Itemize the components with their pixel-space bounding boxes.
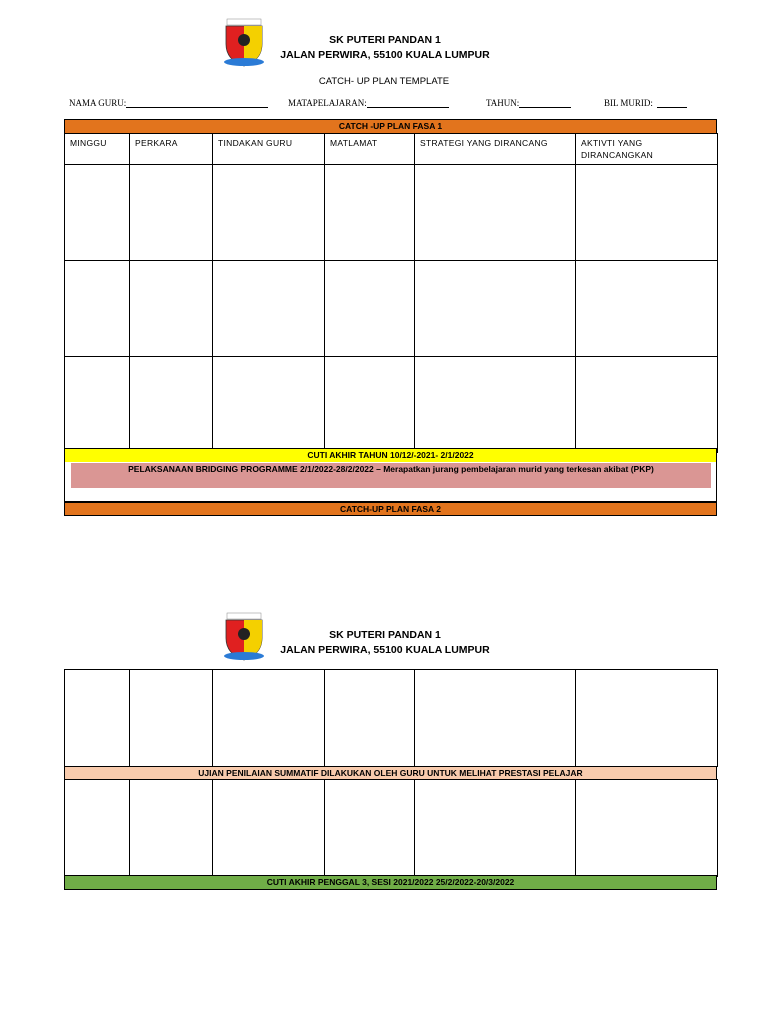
bridging-title: PELAKSANAAN BRIDGING PROGRAMME 2/1/2022-28/2/2022 <box>128 464 374 474</box>
school-address: JALAN PERWIRA, 55100 KUALA LUMPUR <box>280 49 490 61</box>
table-cell[interactable] <box>213 261 325 357</box>
fasa2-table-bottom <box>64 779 718 877</box>
table-cell[interactable] <box>130 670 213 767</box>
table-header-row <box>65 134 718 165</box>
table-cell[interactable] <box>325 165 415 261</box>
table-row <box>65 357 718 453</box>
table-cell[interactable] <box>130 357 213 453</box>
ujian-band: UJIAN PENILAIAN SUMMATIF DILAKUKAN OLEH GURU UNTUK MELIHAT PRESTASI PELAJAR <box>64 766 717 780</box>
bridging-box <box>64 462 717 502</box>
col-aktiviti: AKTIVTI YANG DIRANCANGKAN <box>576 134 718 165</box>
bridging-description: – Merapatkan jurang pembelajaran murid yang terkesan akibat (PKP) <box>373 464 654 474</box>
table-cell[interactable] <box>65 780 130 877</box>
col-strategi: STRATEGI YANG DIRANCANG <box>415 134 576 165</box>
bridging-band <box>71 463 711 488</box>
tahun-field[interactable] <box>486 98 571 108</box>
table-cell[interactable] <box>213 670 325 767</box>
table-cell[interactable] <box>576 165 718 261</box>
school-name: SK PUTERI PANDAN 1 <box>329 629 441 641</box>
table-cell[interactable] <box>65 670 130 767</box>
table-cell[interactable] <box>213 780 325 877</box>
col-minggu: MINGGU <box>65 134 130 165</box>
fasa2-table-top <box>64 669 718 767</box>
table-cell[interactable] <box>65 261 130 357</box>
table-cell[interactable] <box>130 165 213 261</box>
bil-murid-field[interactable] <box>604 98 687 108</box>
table-cell[interactable] <box>325 780 415 877</box>
table-cell[interactable] <box>325 357 415 453</box>
table-cell[interactable] <box>415 780 576 877</box>
col-matlamat: MATLAMAT <box>325 134 415 165</box>
table-cell[interactable] <box>415 165 576 261</box>
cuti-akhir-tahun-band: CUTI AKHIR TAHUN 10/12/-2021- 2/1/2022 <box>64 448 717 463</box>
table-cell[interactable] <box>415 261 576 357</box>
fasa1-table <box>64 133 718 453</box>
table-row <box>65 780 718 877</box>
table-cell[interactable] <box>576 261 718 357</box>
school-address: JALAN PERWIRA, 55100 KUALA LUMPUR <box>280 644 490 656</box>
table-cell[interactable] <box>65 165 130 261</box>
table-cell[interactable] <box>325 670 415 767</box>
matapelajaran-label: MATAPELAJARAN: <box>288 98 367 108</box>
cuti-penggal-band: CUTI AKHIR PENGGAL 3, SESI 2021/2022 25/2/2022-20/3/2022 <box>64 875 717 890</box>
table-cell[interactable] <box>213 357 325 453</box>
tahun-label: TAHUN: <box>486 98 520 108</box>
table-cell[interactable] <box>213 165 325 261</box>
table-cell[interactable] <box>576 780 718 877</box>
table-row <box>65 261 718 357</box>
template-title: CATCH- UP PLAN TEMPLATE <box>318 76 450 87</box>
table-cell[interactable] <box>130 780 213 877</box>
col-tindakan-guru: TINDAKAN GURU <box>213 134 325 165</box>
nama-guru-label: NAMA GURU: <box>69 98 127 108</box>
fasa1-band: CATCH -UP PLAN FASA 1 <box>64 119 717 134</box>
col-perkara: PERKARA <box>130 134 213 165</box>
table-row <box>65 670 718 767</box>
bil-murid-label: BIL MURID: <box>604 98 653 108</box>
fasa2-band: CATCH-UP PLAN FASA 2 <box>64 502 717 516</box>
table-cell[interactable] <box>576 670 718 767</box>
table-cell[interactable] <box>415 670 576 767</box>
table-cell[interactable] <box>325 261 415 357</box>
nama-guru-field[interactable] <box>69 98 268 108</box>
school-name: SK PUTERI PANDAN 1 <box>329 34 441 46</box>
table-cell[interactable] <box>65 357 130 453</box>
matapelajaran-field[interactable] <box>288 98 449 108</box>
table-cell[interactable] <box>576 357 718 453</box>
table-cell[interactable] <box>130 261 213 357</box>
table-row <box>65 165 718 261</box>
table-cell[interactable] <box>415 357 576 453</box>
